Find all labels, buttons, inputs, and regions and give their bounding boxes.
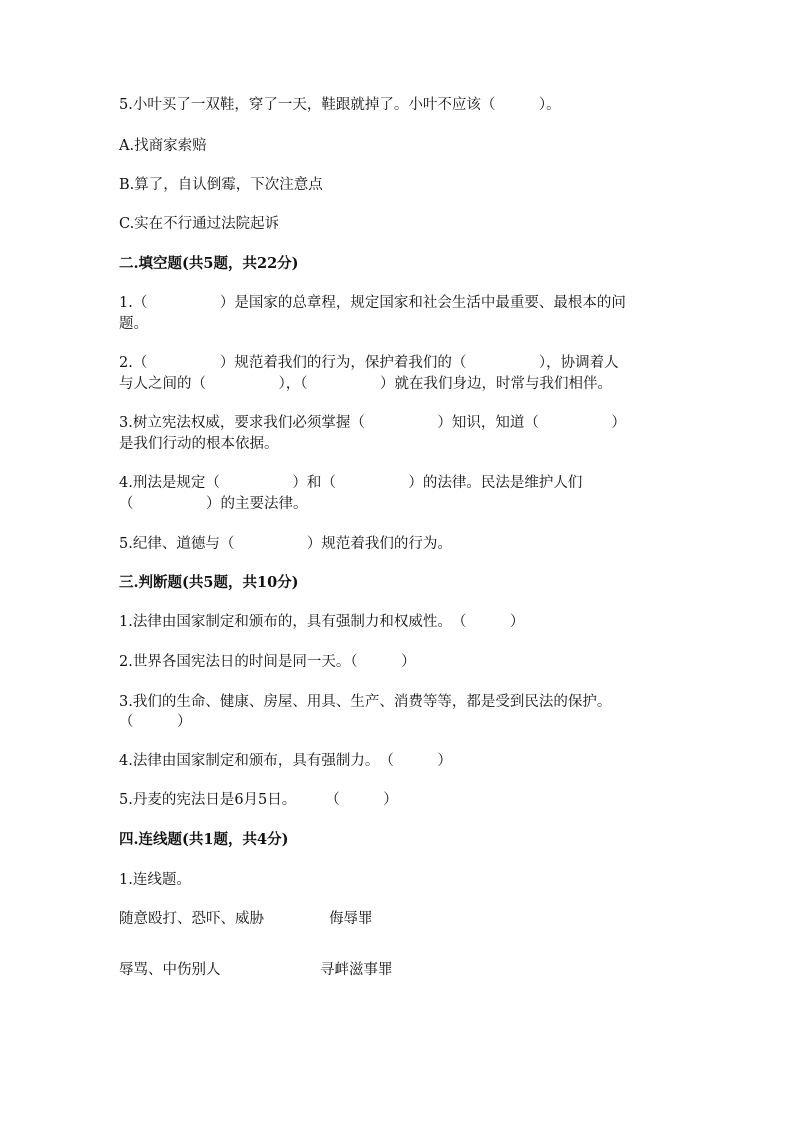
fill-question-4-line-1: 4.刑法是规定（ ）和（ ）的法律。民法是维护人们 (119, 475, 583, 491)
judge-question-3-line-2: （ ） (119, 714, 192, 730)
fill-question-3-line-2: 是我们行动的根本依据。 (119, 436, 279, 452)
fill-question-2-line-1: 2.（ ）规范着我们的行为，保护着我们的（ ），协调着人 (119, 355, 619, 371)
option-b: B.算了，自认倒霉，下次注意点 (119, 177, 323, 193)
option-a: A.找商家索赔 (119, 138, 207, 154)
fill-question-2-line-2: 与人之间的（ ），（ ）就在我们身边，时常与我们相伴。 (119, 376, 612, 392)
fill-question-1-line-2: 题。 (119, 316, 148, 332)
match-left-item-1: 随意殴打、恐吓、威胁 (119, 911, 264, 927)
match-left-item-2: 辱骂、中伤别人 (119, 962, 221, 978)
fill-question-4-line-2: （ ）的主要法律。 (119, 496, 308, 512)
fill-question-3-line-1: 3.树立宪法权威，要求我们必须掌握（ ）知识，知道（ ） (119, 415, 626, 431)
judge-question-3-line-1: 3.我们的生命、健康、房屋、用具、生产、消费等等，都是受到民法的保护。 (119, 694, 612, 710)
match-right-item-2: 寻衅滋事罪 (320, 962, 393, 978)
judge-question-5: 5.丹麦的宪法日是6月5日。 （ ） (119, 792, 398, 808)
section-3-heading: 三.判断题(共5题，共10分) (119, 574, 299, 591)
judge-question-2: 2.世界各国宪法日的时间是同一天。（ ） (119, 654, 416, 670)
fill-question-1-line-1: 1.（ ）是国家的总章程，规定国家和社会生活中最重要、最根本的问 (119, 295, 626, 311)
question-5-stem: 5.小叶买了一双鞋，穿了一天，鞋跟就掉了。小叶不应该（ ）。 (119, 97, 561, 113)
match-question-1: 1.连线题。 (119, 872, 191, 888)
judge-question-4: 4.法律由国家制定和颁布，具有强制力。 （ ） (119, 753, 452, 769)
option-c: C.实在不行通过法院起诉 (119, 216, 280, 232)
section-2-heading: 二.填空题(共5题，共22分) (119, 255, 299, 272)
section-4-heading: 四.连线题(共1题，共4分) (119, 831, 289, 848)
fill-question-5: 5.纪律、道德与（ ）规范着我们的行为。 (119, 536, 452, 552)
judge-question-1: 1.法律由国家制定和颁布的，具有强制力和权威性。 （ ） (119, 614, 525, 630)
match-right-item-1: 侮辱罪 (329, 911, 373, 927)
